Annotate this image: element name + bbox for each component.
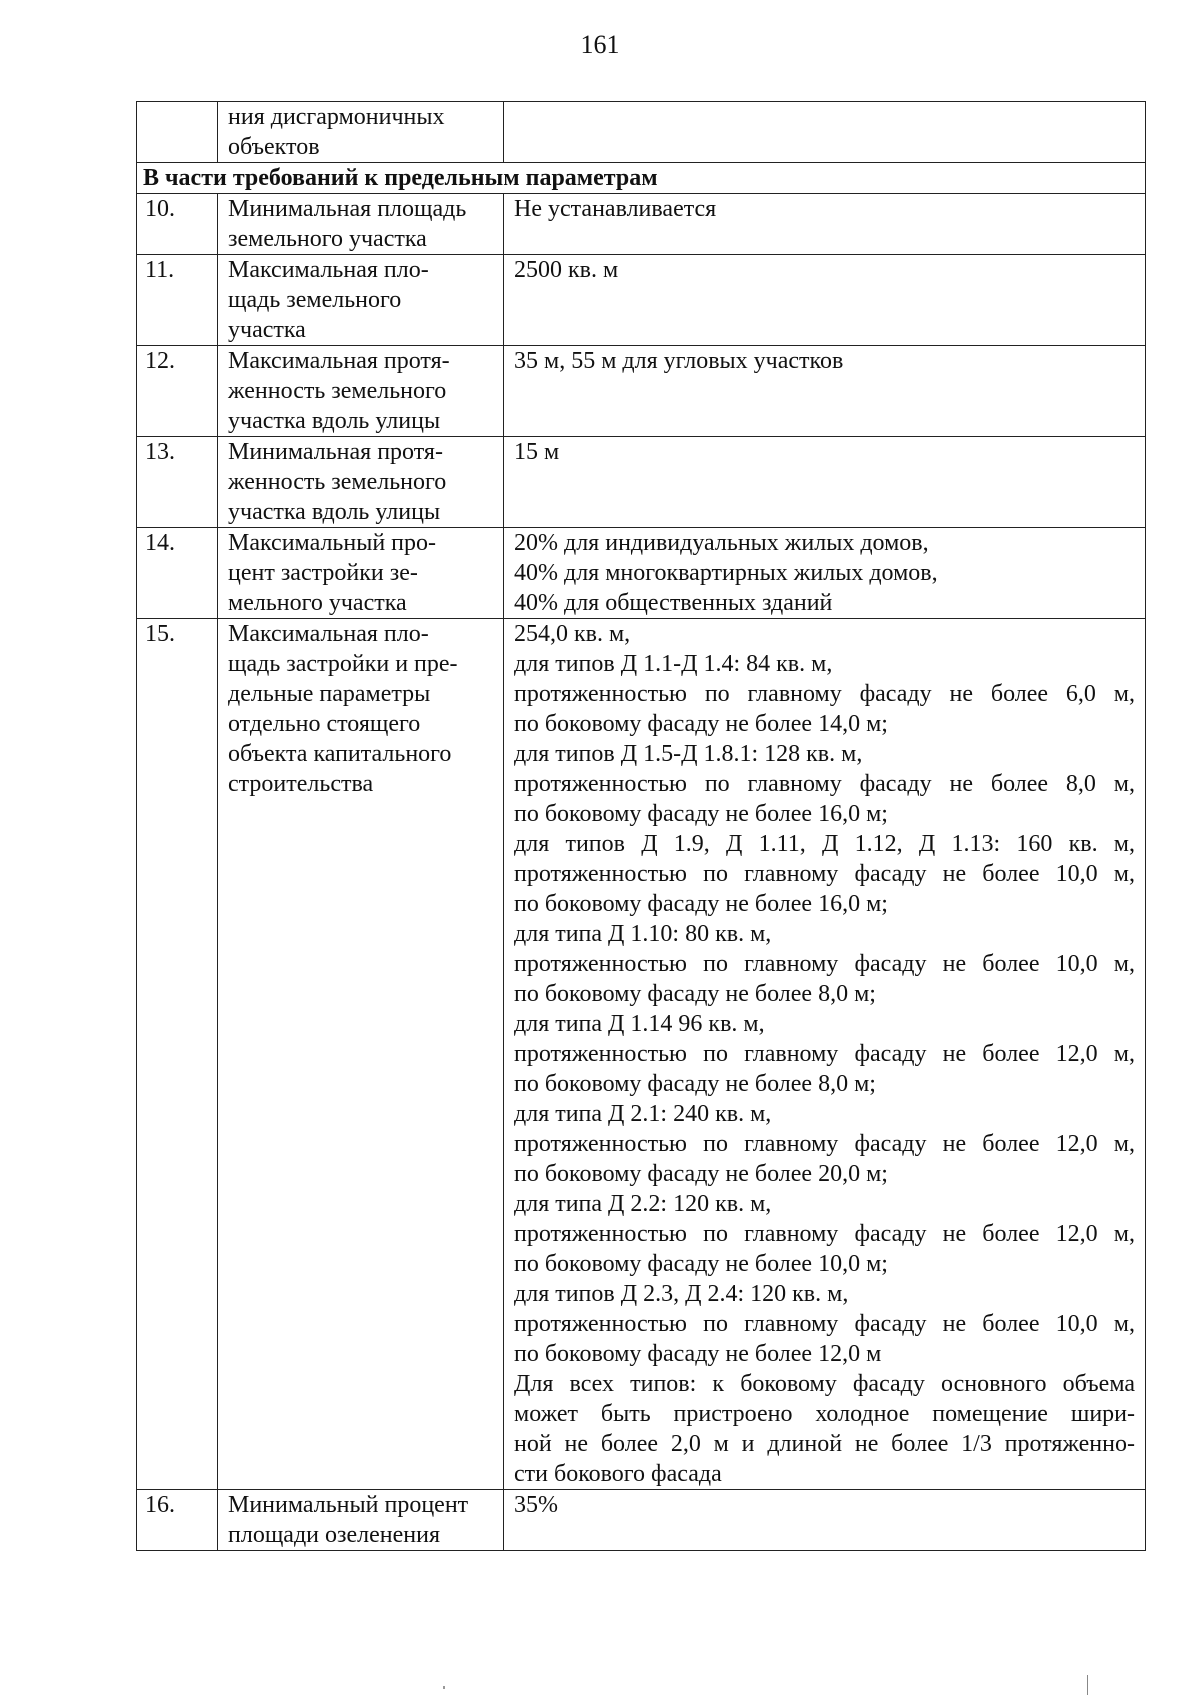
value-line: протяженностью по главному фасаду не более 10,0 м,	[514, 861, 1135, 887]
row-number-cell: 13.	[137, 437, 218, 528]
value-line: протяженностью по главному фасаду не более 6,0 м,	[514, 681, 1135, 707]
value-line: для типа Д 2.2: 120 кв. м,	[514, 1191, 772, 1217]
scan-artifact	[443, 1686, 445, 1689]
row-name-cell	[218, 619, 504, 1490]
scan-artifact	[1087, 1675, 1088, 1695]
row-name-cell	[218, 1490, 504, 1551]
row-number-cell: 10.	[137, 194, 218, 255]
row-value-cell	[504, 528, 1146, 619]
row-value-cell	[504, 619, 1146, 1490]
section-title: В части требований к предельным параметрам	[137, 163, 1146, 194]
name-line: Максимальная пло-	[228, 257, 429, 283]
table-row	[137, 619, 1146, 1490]
row-value-cell	[504, 1490, 1146, 1551]
row-name-cell	[218, 437, 504, 528]
name-line: объектов	[228, 134, 320, 160]
value-line: по боковому фасаду не более 20,0 м;	[514, 1161, 888, 1187]
value-line: протяженностью по главному фасаду не более 10,0 м,	[514, 1311, 1135, 1337]
row-value-cell	[504, 437, 1146, 528]
name-line: Максимальная протя-	[228, 348, 450, 374]
table-row	[137, 194, 1146, 255]
name-line: цент застройки зе-	[228, 560, 418, 586]
section-header-row	[137, 163, 1146, 194]
name-line: Минимальный процент	[228, 1492, 469, 1518]
value-line: 15 м	[514, 439, 560, 465]
value-line: Для всех типов: к боковому фасаду основного объема	[514, 1371, 1135, 1397]
value-line: протяженностью по главному фасаду не более 12,0 м,	[514, 1221, 1135, 1247]
row-name-cell	[218, 194, 504, 255]
name-line: объекта капитального	[228, 741, 452, 767]
value-line: для типов Д 1.1-Д 1.4: 84 кв. м,	[514, 651, 833, 677]
value-line: по боковому фасаду не более 16,0 м;	[514, 891, 888, 917]
row-name-cell	[218, 255, 504, 346]
value-line: по боковому фасаду не более 10,0 м;	[514, 1251, 888, 1277]
name-line: Минимальная площадь	[228, 196, 467, 222]
name-line: участка вдоль улицы	[228, 408, 441, 434]
page-number: 161	[580, 30, 620, 59]
value-line: 2500 кв. м	[514, 257, 619, 283]
value-line: сти бокового фасада	[514, 1461, 722, 1487]
value-line: по боковому фасаду не более 14,0 м;	[514, 711, 888, 737]
table-row	[137, 346, 1146, 437]
value-line: для типов Д 1.9, Д 1.11, Д 1.12, Д 1.13: 160 кв. м,	[514, 831, 1135, 857]
name-line: земельного участка	[228, 226, 427, 252]
table-row	[137, 102, 1146, 163]
value-line: ной не более 2,0 м и длиной не более 1/3 протяженно-	[514, 1431, 1135, 1457]
value-line: по боковому фасаду не более 16,0 м;	[514, 801, 888, 827]
name-line: дельные параметры	[228, 681, 431, 707]
row-value-cell	[504, 255, 1146, 346]
row-number-cell: 11.	[137, 255, 218, 346]
row-value-cell	[504, 102, 1146, 163]
name-line: строительства	[228, 771, 374, 797]
name-line: участка вдоль улицы	[228, 499, 441, 525]
value-line: для типов Д 2.3, Д 2.4: 120 кв. м,	[514, 1281, 849, 1307]
table-row	[137, 1490, 1146, 1551]
value-line: Не устанавливается	[514, 196, 717, 222]
value-line: для типа Д 1.14 96 кв. м,	[514, 1011, 765, 1037]
name-line: щадь застройки и пре-	[228, 651, 458, 677]
table-row	[137, 255, 1146, 346]
name-line: женность земельного	[228, 378, 447, 404]
table-row	[137, 528, 1146, 619]
name-line: мельного участка	[228, 590, 407, 616]
value-line: 40% для общественных зданий	[514, 590, 833, 616]
row-number-cell: 12.	[137, 346, 218, 437]
name-line: площади озеленения	[228, 1522, 440, 1548]
value-line: протяженностью по главному фасаду не более 10,0 м,	[514, 951, 1135, 977]
name-line: отдельно стоящего	[228, 711, 421, 737]
value-line: 20% для индивидуальных жилых домов,	[514, 530, 929, 556]
row-number-cell: 14.	[137, 528, 218, 619]
name-line: ния дисгармоничных	[228, 104, 445, 130]
value-line: для типов Д 1.5-Д 1.8.1: 128 кв. м,	[514, 741, 863, 767]
name-line: щадь земельного	[228, 287, 402, 313]
value-line: протяженностью по главному фасаду не более 12,0 м,	[514, 1041, 1135, 1067]
row-name-cell	[218, 346, 504, 437]
name-line: Максимальный про-	[228, 530, 437, 556]
value-line: 35 м, 55 м для угловых участков	[514, 348, 844, 374]
value-line: может быть пристроено холодное помещение шири-	[514, 1401, 1135, 1427]
value-line: протяженностью по главному фасаду не более 12,0 м,	[514, 1131, 1135, 1157]
name-line: участка	[228, 317, 306, 343]
row-value-cell	[504, 346, 1146, 437]
requirements-table	[136, 101, 1146, 1551]
value-line: по боковому фасаду не более 8,0 м;	[514, 1071, 876, 1097]
table-row	[137, 437, 1146, 528]
name-line: женность земельного	[228, 469, 447, 495]
row-name-cell	[218, 102, 504, 163]
value-line: 35%	[514, 1492, 558, 1518]
value-line: 254,0 кв. м,	[514, 621, 631, 647]
value-line: для типа Д 2.1: 240 кв. м,	[514, 1101, 772, 1127]
row-number-cell: 15.	[137, 619, 218, 1490]
value-line: для типа Д 1.10: 80 кв. м,	[514, 921, 772, 947]
row-name-cell	[218, 528, 504, 619]
value-line: по боковому фасаду не более 8,0 м;	[514, 981, 876, 1007]
value-line: 40% для многоквартирных жилых домов,	[514, 560, 938, 586]
row-number-cell: 16.	[137, 1490, 218, 1551]
name-line: Максимальная пло-	[228, 621, 429, 647]
value-line: протяженностью по главному фасаду не более 8,0 м,	[514, 771, 1135, 797]
name-line: Минимальная протя-	[228, 439, 443, 465]
value-line: по боковому фасаду не более 12,0 м	[514, 1341, 882, 1367]
row-value-cell	[504, 194, 1146, 255]
row-number-cell	[137, 102, 218, 163]
